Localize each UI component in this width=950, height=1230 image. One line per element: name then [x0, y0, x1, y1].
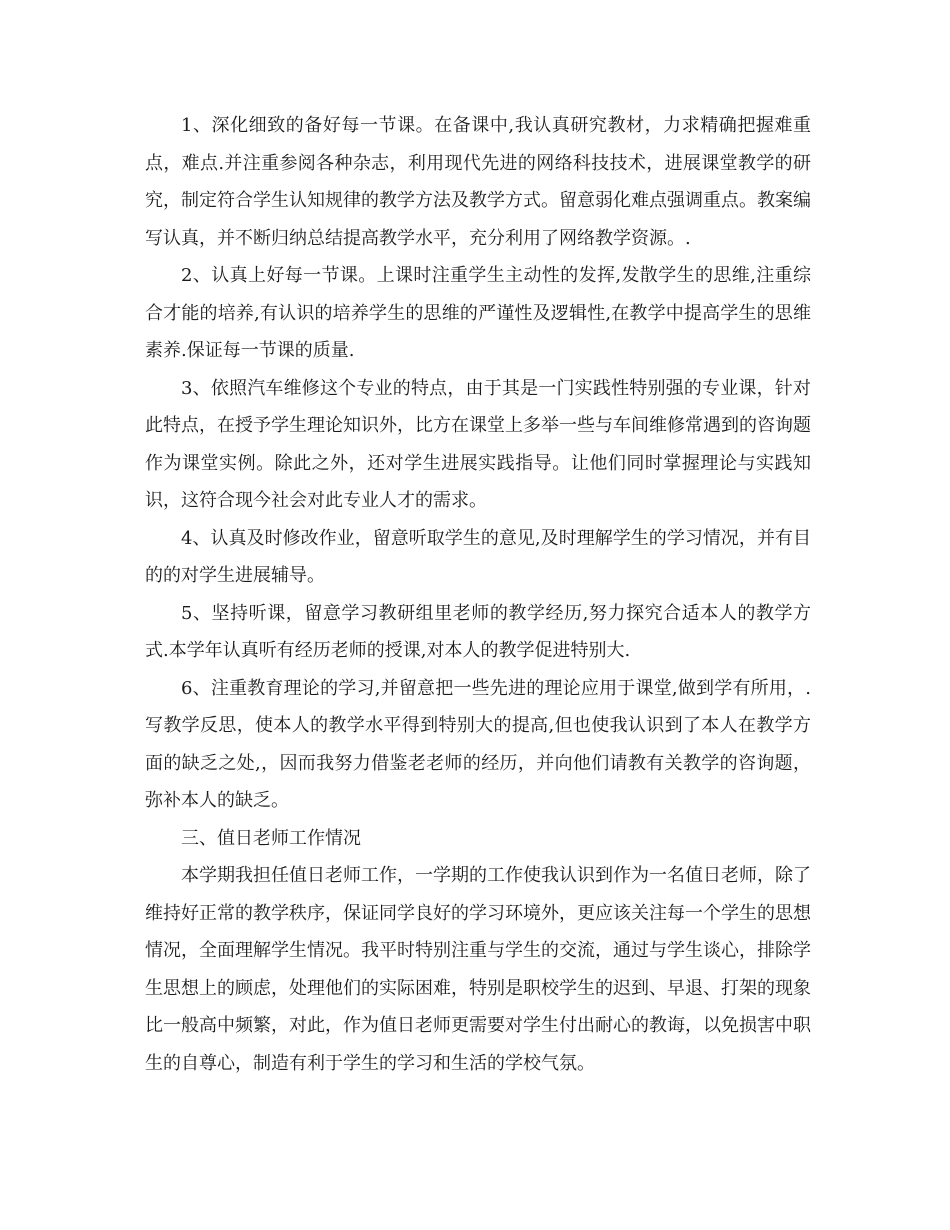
paragraph-1: 1、深化细致的备好每一节课。在备课中,我认真研究教材，力求精确把握难重点，难点.并注重参阅各种杂志，利用现代先进的网络科技技术，进展课堂教学的研究，制定符合学生认知规律的教学方法及教学方式。留意弱化难点强调重点。教案编写认真，并不断归纳总结提高教学水平，充分利用了网络教学资源。. [145, 115, 811, 249]
paragraph-5: 5、坚持听课，留意学习教研组里老师的教学经历,努力探究合适本人的教学方式.本学年认真听有经历老师的授课,对本人的教学促进特别大. [145, 602, 811, 661]
paragraph-7: 本学期我担任值日老师工作，一学期的工作使我认识到作为一名值日老师，除了维持好正常的教学秩序，保证同学良好的学习环境外，更应该关注每一个学生的思想情况，全面理解学生情况。我平时特别注重与学生的交流，通过与学生谈心，排除学生思想上的顾虑，处理他们的实际困难，特别是职校学生的迟到、早退、打架的现象比一般高中频繁，对此，作为值日老师更需要对学生付出耐心的教诲，以免损害中职生的自尊心，制造有利于学生的学习和生活的学校气氛。 [145, 865, 811, 1074]
paragraph-2: 2、认真上好每一节课。上课时注重学生主动性的发挥,发散学生的思维,注重综合才能的培养,有认识的培养学生的思维的严谨性及逻辑性,在教学中提高学生的思维素养.保证每一节课的质量. [145, 265, 811, 361]
paragraph-6: 6、注重教育理论的学习,并留意把一些先进的理论应用于课堂,做到学有所用，.写教学反思，使本人的教学水平得到特别大的提高,但也使我认识到了本人在教学方面的缺乏之处,，因而我努力借鉴老老师的经历，并向他们请教有关教学的咨询题，弥补本人的缺乏。 [145, 677, 811, 811]
document-body [145, 107, 811, 1082]
paragraph-4: 4、认真及时修改作业，留意听取学生的意见,及时理解学生的学习情况，并有目的的对学生进展辅导。 [145, 527, 811, 586]
section-heading: 三、值日老师工作情况 [181, 827, 361, 849]
paragraph-3: 3、依照汽车维修这个专业的特点，由于其是一门实践性特别强的专业课，针对此特点，在授予学生理论知识外，比方在课堂上多举一些与车间维修常遇到的咨询题作为课堂实例。除此之外，还对学生进展实践指导。让他们同时掌握理论与实践知识，这符合现今社会对此专业人才的需求。 [145, 377, 811, 511]
